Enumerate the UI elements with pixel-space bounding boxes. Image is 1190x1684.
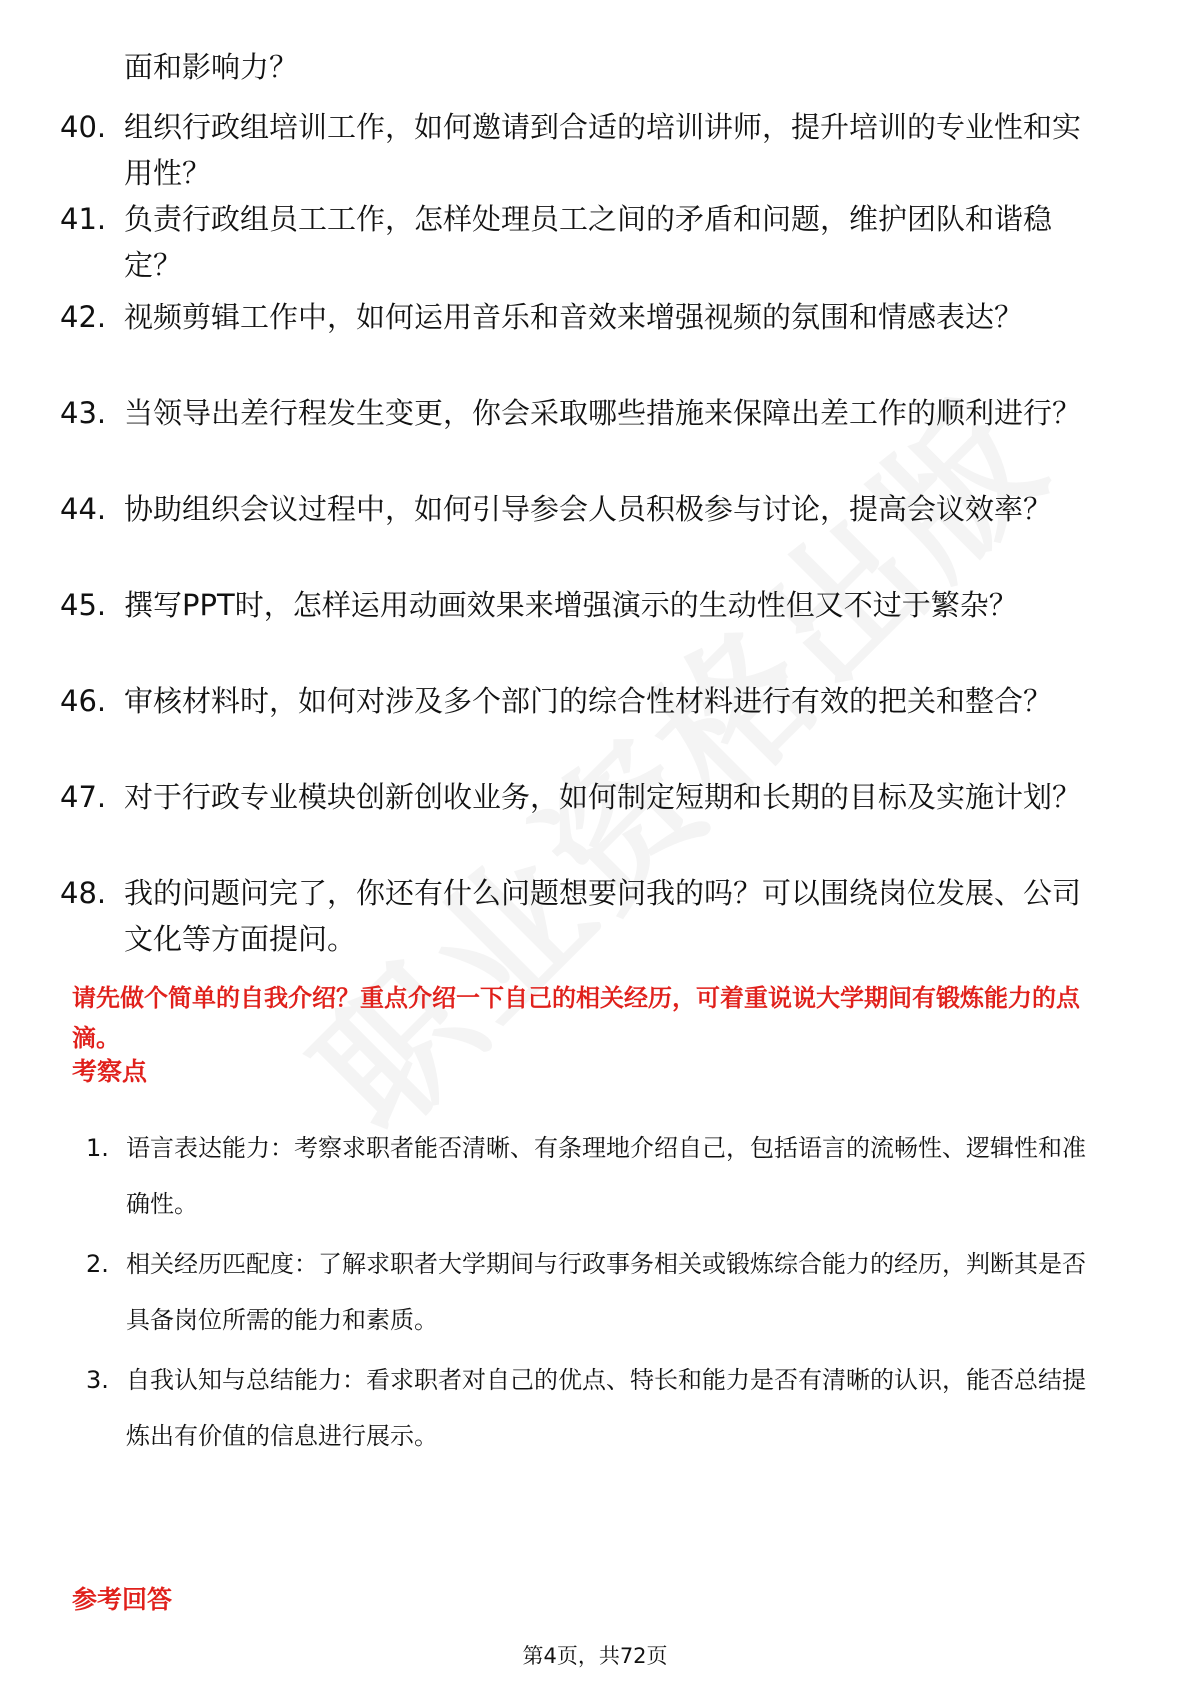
page-footer: 第4页，共72页 — [522, 1644, 668, 1668]
point-number: 2. — [86, 1250, 109, 1278]
question-number: 46. — [60, 684, 107, 718]
point-text: 自我认知与总结能力：看求职者对自己的优点、特长和能力是否有清晰的认识，能否总结提炼出有价值的信息进行展示。 — [126, 1366, 1086, 1450]
question-text: 组织行政组培训工作，如何邀请到合适的培训讲师，提升培训的专业性和实用性？ — [124, 110, 1082, 190]
question-number: 43. — [60, 396, 107, 430]
question-text: 我的问题问完了，你还有什么问题想要问我的吗？可以围绕岗位发展、公司文化等方面提问。 — [124, 876, 1082, 956]
question-text: 撰写PPT时，怎样运用动画效果来增强演示的生动性但又不过于繁杂？ — [124, 588, 1018, 622]
question-number: 41. — [60, 202, 107, 236]
point-text: 语言表达能力：考察求职者能否清晰、有条理地介绍自己，包括语言的流畅性、逻辑性和准确性。 — [126, 1134, 1086, 1218]
watermark — [276, 466, 983, 1173]
question-text: 当领导出差行程发生变更，你会采取哪些措施来保障出差工作的顺利进行？ — [124, 396, 1082, 430]
question-number: 45. — [60, 588, 107, 622]
question-text: 协助组织会议过程中，如何引导参会人员积极参与讨论，提高会议效率？ — [124, 492, 1053, 526]
question-text: 面和影响力？ — [124, 50, 299, 84]
question-number: 47. — [60, 780, 107, 814]
question-text: 负责行政组员工工作，怎样处理员工之间的矛盾和问题，维护团队和谐稳定？ — [124, 202, 1053, 282]
question-text: 对于行政专业模块创新创收业务，如何制定短期和长期的目标及实施计划？ — [124, 780, 1082, 814]
point-number: 1. — [86, 1134, 109, 1162]
highlight-question: 请先做个简单的自我介绍？重点介绍一下自己的相关经历，可着重说说大学期间有锻炼能力的点滴。 — [72, 984, 1080, 1052]
point-text: 相关经历匹配度：了解求职者大学期间与行政事务相关或锻炼综合能力的经历，判断其是否具备岗位所需的能力和素质。 — [126, 1250, 1086, 1334]
point-number: 3. — [86, 1366, 109, 1394]
answer-label: 参考回答 — [72, 1585, 173, 1614]
question-text: 审核材料时，如何对涉及多个部门的综合性材料进行有效的把关和整合？ — [124, 684, 1053, 718]
question-number: 42. — [60, 300, 107, 334]
question-number: 40. — [60, 110, 107, 144]
question-text: 视频剪辑工作中，如何运用音乐和音效来增强视频的氛围和情感表达？ — [124, 300, 1024, 334]
question-number: 48. — [60, 876, 107, 910]
assessment-label: 考察点 — [72, 1057, 148, 1086]
question-number: 44. — [60, 492, 107, 526]
